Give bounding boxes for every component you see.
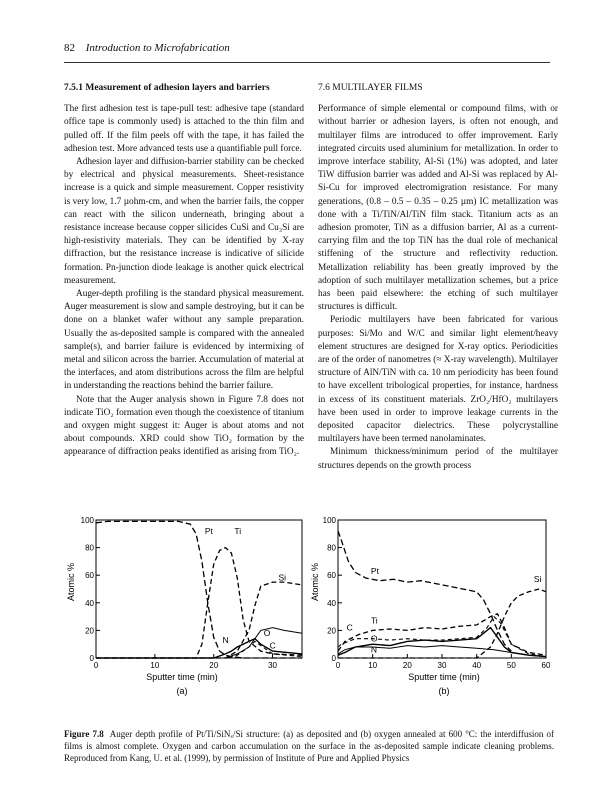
right-column [318, 82, 558, 473]
x-axis-label: Sputter time (min) [408, 672, 480, 682]
series-label-o: O [370, 633, 378, 644]
figure-7-8 [64, 512, 550, 702]
x-tick-label: 10 [368, 661, 378, 670]
series-line-c [338, 617, 546, 657]
chart-panel-a [64, 512, 304, 702]
plot-frame [96, 520, 302, 658]
series-label-n: N [370, 644, 378, 655]
y-tick-label: 100 [322, 516, 336, 525]
series-line-o [338, 628, 546, 657]
paragraph: The first adhesion test is tape-pull test: adhesive tape (standard office tape is commonly used) is attached to the thin film and pulled off. If the film peels off with the tape, it has failed the adhesion test. More advanced tests use a quantifiable pull force. [64, 104, 304, 154]
page-number: 82 [64, 42, 75, 54]
series-line-si [338, 589, 546, 658]
series-label-pt: Pt [204, 525, 213, 536]
x-tick-label: 20 [402, 661, 412, 670]
paragraph: Performance of simple elemental or compound films, with or without barrier or adhesion layers, is often not enough, and multilayer films are introduced to offer improvement. Early integrated circuits used aluminium for metallization. In order to improve interface stability, Al-Si (1%) was adopted, and later TiW diffusion barrier was added and Al-Si was replaced by Al-Si-Cu for improved electromigration resistance. For many generations, (0.8 – 0.5 – 0.35 – 0.25 µm) IC metallization was done with a Ti/TiN/Al/TiN film stack. Titanium acts as an adhesion promoter, TiN as a diffusion barrier, Al as a current-carrying film and the top TiN has the dual role of mechanical stiffening of the structure and reflectivity reduction. Metallization reliability has been greatly improved by the adoption of such multilayer metallization schemes, but a price has been paid elsewhere: the etching of such multilayer structures is difficult. [318, 104, 558, 313]
series-label-si: Si [278, 572, 287, 583]
y-tick-label: 100 [80, 516, 94, 525]
series-line-ti [338, 614, 546, 655]
y-tick-label: 0 [89, 654, 94, 663]
series-label-c: C [346, 622, 353, 633]
y-tick-label: 40 [327, 598, 336, 608]
x-tick-label: 40 [472, 661, 482, 670]
series-label-ti: Ti [370, 615, 378, 626]
y-axis-label: Atomic % [310, 562, 320, 602]
caption-label: Figure 7.8 [64, 729, 104, 739]
paragraph: Periodic multilayers have been fabricated for various purposes: Si/Mo and W/C and similar light element/heavy element structures are designed for X-ray optics. Periodicities are of the order of nanometres (≈ X-ray wavelength). Multilayer structure of AlN/TiN with ca. 10 nm periodicity has been found to have excellent tribological properties, for instance, hardness in excess of its constituent materials. ZrO₂/HfO₂ multilayers have been used in order to improve leakage currents in the deposited capacitor dielectrics. These polycrystalline multilayers have been termed nanolaminates. [318, 315, 558, 445]
plot-frame [338, 520, 546, 658]
series-line-pt [96, 521, 302, 658]
y-tick-label: 20 [85, 626, 94, 636]
section-heading-7-5-1: 7.5.1 Measurement of adhesion layers and barriers [64, 83, 270, 93]
caption-text: Auger depth profile of Pt/Ti/SiNₓ/Si structure: (a) as deposited and (b) oxygen annealed at 600 °C: the interdiffusion of films is almost complete. Oxygen and carbon accumulation on the surface in the as-deposited sample indicate cleaning problems. Reproduced from Kang, U. et al. (1999), by permission of Institute of Pure and Applied Physics [64, 729, 554, 763]
y-tick-label: 80 [85, 543, 94, 553]
x-tick-label: 30 [268, 661, 278, 670]
x-tick-label: 50 [506, 661, 516, 670]
y-tick-label: 0 [331, 654, 336, 663]
series-label-ti: Ti [234, 525, 242, 536]
x-tick-label: 0 [335, 661, 341, 670]
y-axis-label: Atomic % [66, 562, 76, 602]
panel-label: (b) [438, 686, 450, 696]
y-tick-label: 60 [327, 571, 336, 581]
header-rule [64, 62, 550, 63]
x-tick-label: 10 [150, 661, 160, 670]
figure-caption [64, 728, 554, 764]
series-label-o: O [263, 627, 271, 638]
x-tick-label: 30 [437, 661, 447, 670]
paragraph: Adhesion layer and diffusion-barrier stability can be checked by electrical and physical measurements. Sheet-resistance increase is a quick and simple measurement. Copper resistivity is very low, 1.7 µohm-cm, and when the barrier fails, the copper can react with the silicon underneath, bringing about a resistance increase because copper silicides CuSi and Cu₃Si are high-resistivity materials. They can be identified by X-ray diffraction, but the resistance increase is indicative of silicide formation. Pn-junction diode leakage is another quick electrical measurement. [64, 157, 304, 286]
series-label-n: N [222, 634, 229, 645]
section-heading-7-6: 7.6 MULTILAYER FILMS [318, 83, 423, 93]
series-label-pt: Pt [370, 565, 379, 576]
paragraph: Note that the Auger analysis shown in Figure 7.8 does not indicate TiO₂ formation even though the coexistence of titanium and oxygen might suggest it: Auger is about atoms and not about compounds. XRD could show TiO₂ formation by the appearance of diffraction peaks identified as arising from TiO₂. [64, 394, 304, 458]
series-label-c: C [269, 640, 276, 651]
left-column [64, 82, 304, 460]
y-tick-label: 60 [85, 571, 94, 581]
x-axis-label: Sputter time (min) [146, 672, 218, 682]
x-tick-label: 20 [209, 661, 219, 670]
y-tick-label: 40 [85, 598, 94, 608]
paragraph: Auger-depth profiling is the standard physical measurement. Auger measurement is slow and sample destroying, but it can be done on a blanket wafer without any sample preparation. Usually the as-deposited sample is compared with the annealed sample(s), and barrier failure is evidenced by intermixing of metal and silicon across the barrier. Accumulation of material at the interfaces, and atom distributions across the film are helpful in understanding the reactions behind the barrier failure. [64, 289, 304, 392]
x-tick-label: 0 [93, 661, 99, 670]
panel-label: (a) [176, 686, 188, 696]
y-tick-label: 20 [327, 626, 336, 636]
x-tick-label: 60 [541, 661, 550, 670]
y-tick-label: 80 [327, 543, 336, 553]
chart-panel-b [304, 512, 550, 702]
running-title: Introduction to Microfabrication [85, 42, 230, 54]
paragraph: Minimum thickness/minimum period of the multilayer structures depends on the growth process [318, 447, 558, 471]
series-label-si: Si [533, 574, 542, 585]
